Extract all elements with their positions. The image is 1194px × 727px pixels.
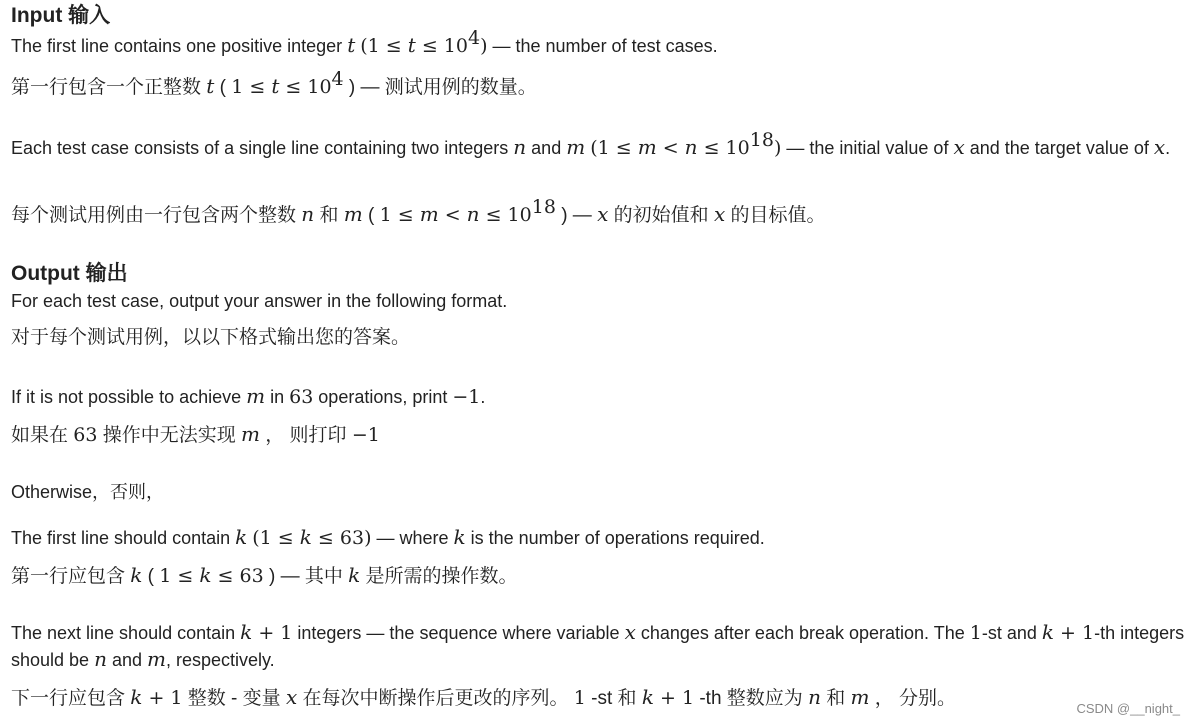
math: 1 ≤: [231, 76, 272, 98]
math-var: x: [624, 620, 636, 644]
math-var: x: [953, 135, 965, 159]
math: (1 ≤: [252, 527, 300, 549]
math: + 1: [653, 687, 695, 709]
output-heading: Output 输出: [11, 262, 128, 285]
output-line-2-zh: [11, 421, 380, 449]
text: in: [265, 387, 290, 407]
math: ≤ 63): [311, 527, 372, 549]
math-var: m: [343, 202, 363, 226]
text: 的目标值。: [725, 205, 826, 226]
text: 第一行应包含: [11, 566, 131, 587]
text: 和: [820, 688, 851, 709]
math: (1 ≤: [360, 35, 408, 57]
text: and: [106, 650, 148, 670]
math-exponent: 4: [467, 27, 481, 49]
math: ≤ 63: [211, 565, 264, 587]
math: ≤ 10: [415, 35, 468, 57]
math: 63: [289, 386, 314, 408]
math-var: x: [597, 202, 609, 226]
text: ) — 测试用例的数量。: [343, 77, 537, 98]
math: −1: [351, 424, 380, 446]
text: -st 和: [585, 688, 642, 709]
math-var: k: [641, 685, 654, 709]
text: changes after each break operation. The: [635, 623, 970, 643]
math-var: k: [130, 563, 143, 587]
math-var: t: [347, 33, 356, 57]
text: — the initial value of: [781, 138, 954, 158]
text: is the number of operations required.: [465, 528, 765, 548]
output-line-1-zh: 对于每个测试用例，以以下格式输出您的答案。: [11, 327, 411, 348]
math: −1: [452, 386, 481, 408]
math-var: m: [246, 384, 266, 408]
math-var: t: [271, 74, 280, 98]
output-line-4-en: [11, 524, 765, 551]
math: 1: [969, 622, 982, 644]
math-var: k: [348, 563, 361, 587]
output-line-3: Otherwise，否则，: [11, 482, 165, 502]
math-var: k: [240, 620, 253, 644]
text: Each test case consists of a single line containing two integers: [11, 138, 514, 158]
csdn-watermark: CSDN @__night_: [1076, 701, 1180, 716]
math-var: x: [713, 202, 726, 226]
text: The first line should contain: [11, 528, 236, 548]
math: 1 ≤: [159, 565, 200, 587]
math: 1 ≤: [379, 204, 420, 226]
math-var: n: [466, 202, 480, 226]
math-var: m: [147, 647, 166, 671]
math: + 1: [142, 687, 183, 709]
text: 和: [314, 205, 344, 226]
text: (: [214, 77, 232, 98]
math: ): [773, 137, 782, 159]
text: .: [480, 387, 486, 407]
math: <: [438, 204, 467, 226]
input-heading: Input 输入: [11, 4, 111, 27]
math-exponent: 4: [331, 68, 344, 90]
text: .: [1165, 138, 1171, 158]
text: (: [142, 566, 160, 587]
text: ， 分别。: [869, 688, 957, 709]
text: -th 整数应为: [694, 688, 809, 709]
text: 整数 - 变量: [182, 688, 286, 709]
math: ≤ 10: [479, 204, 532, 226]
math-var: m: [419, 202, 439, 226]
math: 63: [73, 424, 98, 446]
math-var: k: [130, 685, 143, 709]
math-exponent: 18: [531, 196, 556, 218]
math-var: k: [235, 525, 248, 549]
math-var: t: [206, 74, 215, 98]
math: + 1: [1054, 622, 1095, 644]
text: 在每次中断操作后更改的序列。: [297, 688, 574, 709]
output-line-4-zh: [11, 562, 518, 590]
text: and the target value of: [964, 138, 1154, 158]
math-var: m: [637, 135, 657, 159]
text: ) —: [555, 205, 598, 226]
text: 如果在: [11, 425, 74, 446]
output-line-5-zh: [11, 684, 956, 712]
text: — where: [371, 528, 454, 548]
math-var: n: [301, 202, 315, 226]
math: 1: [573, 687, 586, 709]
math-exponent: 18: [749, 129, 774, 151]
text: 的初始值和: [608, 205, 714, 226]
input-line-1-zh: [11, 68, 537, 101]
text: (: [362, 205, 380, 226]
text: -th integers should be: [11, 623, 1185, 670]
text: If it is not possible to achieve: [11, 387, 247, 407]
input-line-2-en: [11, 129, 1189, 161]
math-var: x: [1153, 135, 1166, 159]
math-var: m: [850, 685, 870, 709]
text: and: [526, 138, 567, 158]
math-var: x: [285, 685, 298, 709]
text: operations, print: [313, 387, 453, 407]
text: — the number of test cases.: [487, 36, 718, 56]
output-line-1-en: For each test case, output your answer in the following format.: [11, 291, 508, 311]
math: ≤ 10: [697, 137, 750, 159]
math: ): [480, 35, 488, 57]
output-line-5-en: [11, 619, 1189, 673]
math: (1 ≤: [590, 137, 638, 159]
math-var: t: [407, 33, 416, 57]
math-var: n: [94, 647, 107, 671]
math-var: k: [1041, 620, 1054, 644]
math: ≤ 10: [279, 76, 332, 98]
math-var: k: [299, 525, 312, 549]
math-var: k: [199, 563, 212, 587]
text: 每个测试用例由一行包含两个整数: [11, 205, 302, 226]
text: -st and: [981, 623, 1042, 643]
math-var: n: [513, 135, 527, 159]
math-var: m: [566, 135, 586, 159]
output-line-2-en: [11, 383, 485, 410]
math-var: n: [684, 135, 698, 159]
text: ， 则打印: [260, 425, 352, 446]
math: <: [656, 137, 685, 159]
text: ) — 其中: [263, 566, 349, 587]
text: integers — the sequence where variable: [292, 623, 625, 643]
math-var: m: [241, 422, 260, 446]
math-var: k: [453, 525, 466, 549]
text: 下一行应包含: [11, 688, 131, 709]
text: 是所需的操作数。: [360, 566, 518, 587]
text: 操作中无法实现: [97, 425, 242, 446]
text: 第一行包含一个正整数: [11, 77, 207, 98]
text: The next line should contain: [11, 623, 241, 643]
input-line-2-zh: [11, 196, 826, 229]
text: The first line contains one positive integer: [11, 36, 348, 56]
math: + 1: [252, 622, 293, 644]
math-var: n: [808, 685, 821, 709]
input-line-1-en: [11, 27, 718, 59]
text: , respectively.: [165, 650, 275, 670]
